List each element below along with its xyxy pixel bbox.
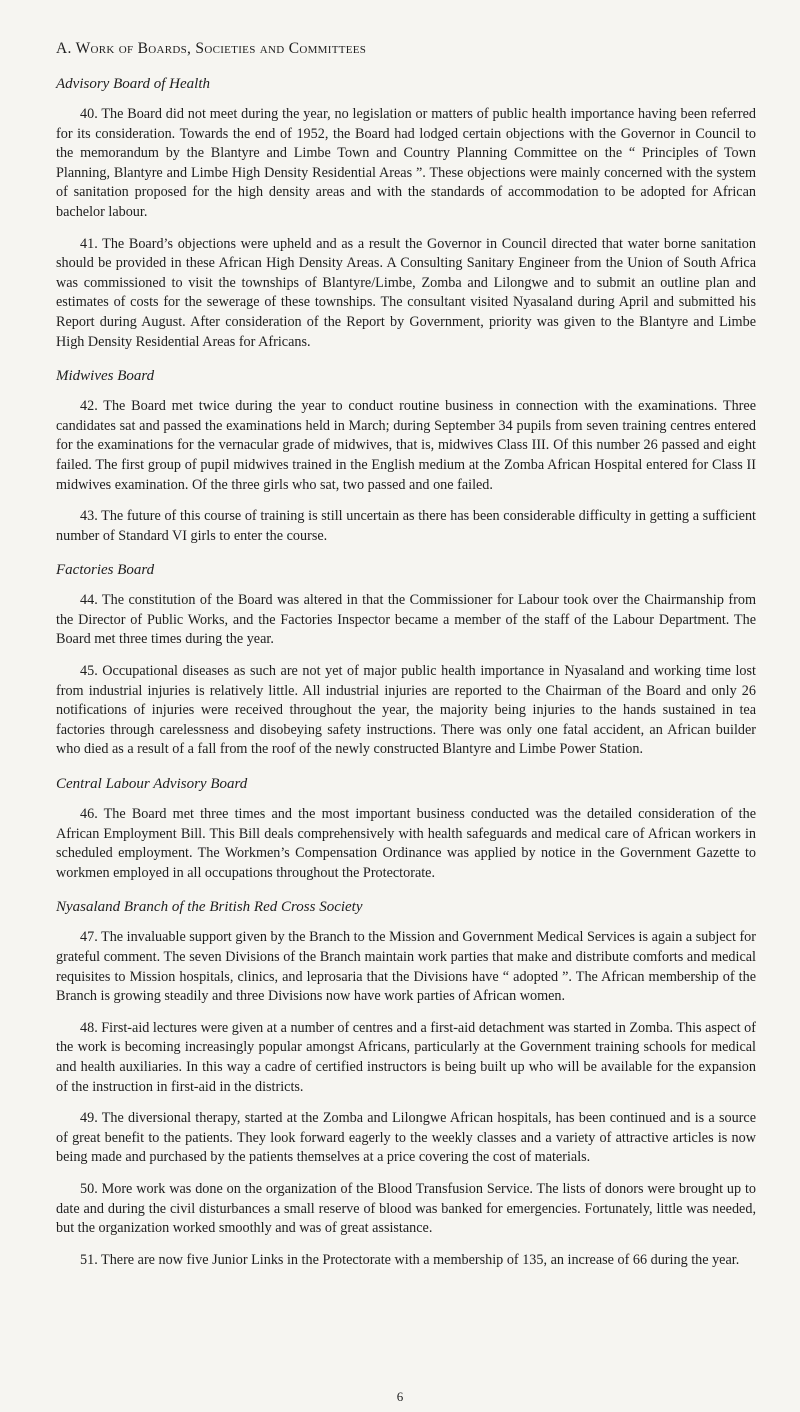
paragraph-42: 42. The Board met twice during the year to conduct routine business in connection with the examinations. Three candidates sat and passed the examinations held in March; during September 34 pupils from seven training centres entered for the examinations for the vernacular grade of midwives, that is, midwives Class III. Of this number 26 passed and eight failed. The first group of pupil midwives trained in the English medium at the Zomba African Hospital entered for Class II midwives examination. Of the three girls who sat, two passed and one failed.	[56, 398, 756, 493]
section-title: A. Work of Boards, Societies and Committees	[56, 40, 367, 57]
paragraph-40: 40. The Board did not meet during the year, no legislation or matters of public health importance having been referred for its consideration. Towards the end of 1952, the Board had lodged certain objections with the Governor in Council to the memorandum by the Blantyre and Limbe Town and Country Planning Committee on the “ Principles of Town Planning, Blantyre and Limbe High Density Residential Areas ”. These objections were mainly concerned with the system of sanitation proposed for the high density areas and with the standards of accommodation to be adopted for African bachelor labour.	[56, 106, 756, 220]
paragraph-43: 43. The future of this course of training is still uncertain as there has been considerable difficulty in getting a sufficient number of Standard VI girls to enter the course.	[56, 508, 756, 544]
paragraph-44: 44. The constitution of the Board was altered in that the Commissioner for Labour took over the Chairmanship from the Director of Public Works, and the Factories Inspector became a member of the staff of the Labour Department. The Board met three times during the year.	[56, 592, 756, 648]
section-central-labour-board	[56, 776, 756, 883]
section-heading: Nyasaland Branch of the British Red Cross Society	[56, 899, 363, 916]
section-advisory-board	[56, 76, 756, 352]
paragraph-48: 48. First-aid lectures were given at a number of centres and a first-aid detachment was started in Zomba. This aspect of the work is becoming increasingly popular amongst Africans, particularly at the Government training schools for medical and health auxiliaries. In this way a cadre of certified instructors is being built up who will be available for the expansion of the instruction in first-aid in the districts.	[56, 1019, 756, 1095]
section-heading: Midwives Board	[56, 368, 155, 385]
page-number: 6	[396, 1389, 404, 1404]
section-red-cross	[56, 899, 756, 1270]
paragraph-47: 47. The invaluable support given by the Branch to the Mission and Government Medical Services is again a subject for grateful comment. The seven Divisions of the Branch maintain work parties that make and distribute comforts and medical requisites to Mission hospitals, clinics, and leprosaria that the Divisions have “ adopted ”. The African membership of the Branch is growing steadily and three Divisions now have work parties of African women.	[56, 929, 756, 1005]
paragraph-41: 41. The Board’s objections were upheld and as a result the Governor in Council directed that water borne sanitation should be provided in these African High Density Areas. A Consulting Sanitary Engineer from the Union of South Africa was commissioned to visit the townships of Blantyre/Limbe, Zomba and Lilongwe and to submit an outline plan and estimates of costs for the sewerage of these townships. The consultant visited Nyasaland during April and submitted his Report during August. After consideration of the Report by Government, priority was given to the Blantyre and Limbe High Density Residential Areas for Africans.	[56, 235, 756, 350]
section-heading: Factories Board	[56, 562, 155, 579]
paragraph-49: 49. The diversional therapy, started at the Zomba and Lilongwe African hospitals, has been continued and is a source of great benefit to the patients. They look forward eagerly to the weekly classes and a variety of attractive articles is now being made and purchased by the patients themselves at a price covering the cost of materials.	[56, 1110, 756, 1166]
paragraph-46: 46. The Board met three times and the most important business conducted was the detailed consideration of the African Employment Bill. This Bill deals comprehensively with health safeguards and medical care of African workers in scheduled employment. The Workmen’s Compensation Ordinance was applied by notice in the Government Gazette to workmen employed in all occupations throughout the Protectorate.	[56, 806, 756, 881]
section-heading: Advisory Board of Health	[56, 76, 211, 92]
paragraph-51: 51. There are now five Junior Links in the Protectorate with a membership of 135, an increase of 66 during the year.	[80, 1251, 740, 1268]
section-factories-board	[56, 562, 756, 760]
document-page	[56, 40, 756, 1286]
paragraph-50: 50. More work was done on the organization of the Blood Transfusion Service. The lists of donors were brought up to date and during the civil disturbances a small reserve of blood was banked for emergencies. Fortunately, little was needed, but the organization worked smoothly and was of great assistance.	[56, 1180, 756, 1237]
section-heading: Central Labour Advisory Board	[56, 776, 248, 793]
paragraph-45: 45. Occupational diseases as such are not yet of major public health importance in Nyasaland and working time lost from industrial injuries is relatively little. All industrial injuries are reported to the Chairman of the Board and only 26 notifications of injuries were received throughout the year, the majority being injuries to the hands sustained in tea factories through carelessness and disobeying safety instructions. There was only one fatal accident, an African builder who died as a result of a fall from the roof of the newly constructed Blantyre and Limbe Power Station.	[56, 663, 756, 758]
section-midwives-board	[56, 368, 756, 546]
